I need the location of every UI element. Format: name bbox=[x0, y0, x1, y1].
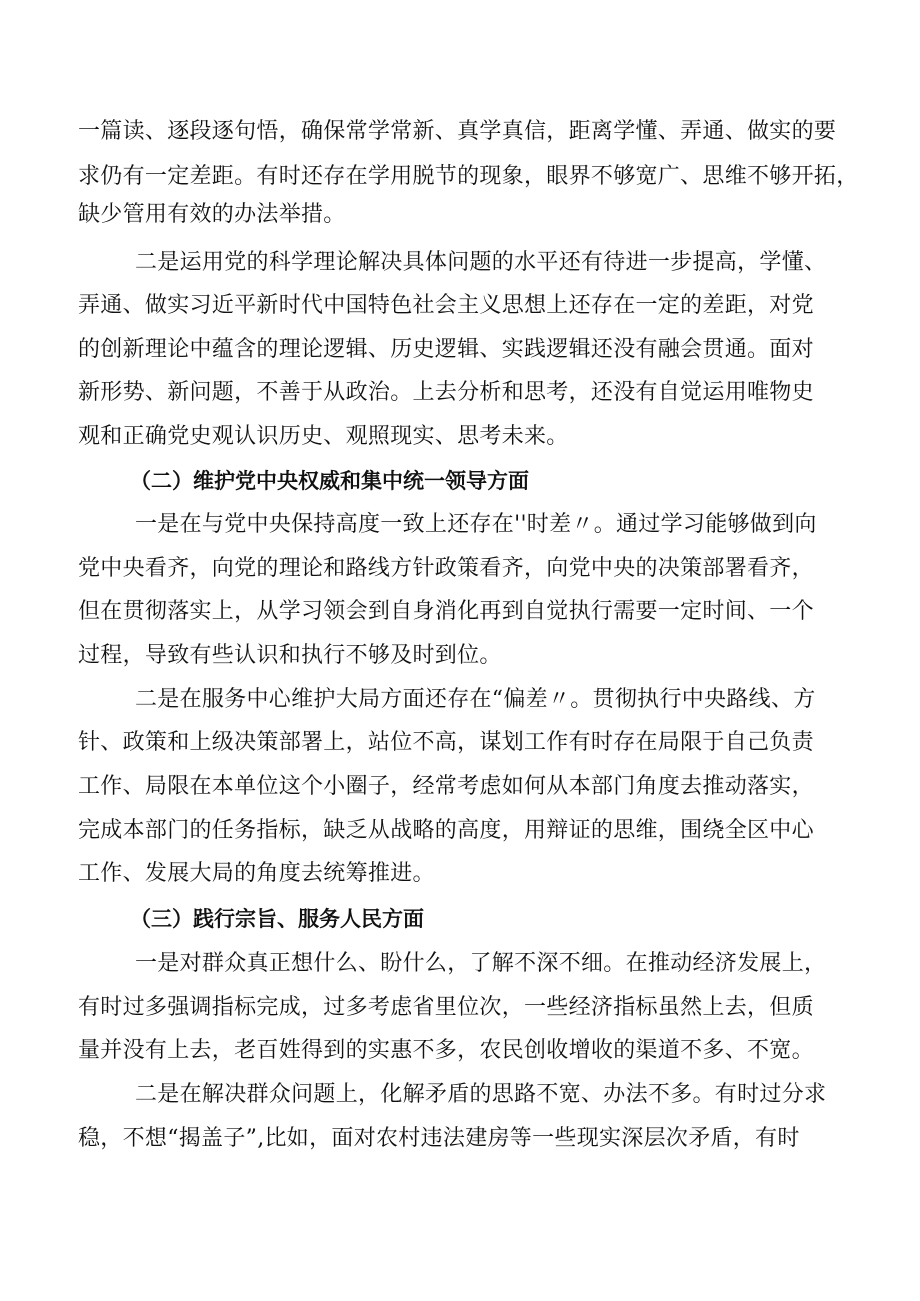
text-line: 一篇读、逐段逐句悟，确保常学常新、真学真信，距离学懂、弄通、做实的要 bbox=[78, 119, 837, 144]
text-line: 但在贯彻落实上，从学习领会到自身消化再到自觉执行需要一定时间、一个 bbox=[78, 599, 814, 624]
text-line: 二是在服务中心维护大局方面还存在“偏差〃。贯彻执行中央路线、方 bbox=[135, 687, 816, 712]
text-line: 观和正确党史观认识历史、观照现实、思考未来。 bbox=[78, 424, 569, 449]
text-line: 过程，导致有些认识和执行不够及时到位。 bbox=[78, 643, 502, 668]
text-line: 一是对群众真正想什么、盼什么，了解不深不细。在推动经济发展上， bbox=[135, 951, 827, 976]
text-line: 一是在与党中央保持高度一致上还存在''时差〃。通过学习能够做到向 bbox=[135, 512, 817, 537]
section-heading: （二）维护党中央权威和集中统一领导方面 bbox=[130, 469, 529, 493]
text-line: 新形势、新问题，不善于从政治。上去分析和思考，还没有自觉运用唯物史 bbox=[78, 380, 814, 405]
text-line: 完成本部门的任务指标，缺乏从战略的高度，用辩证的思维，围绕全区中心 bbox=[78, 818, 814, 843]
text-line: 工作、发展大局的角度去统筹推进。 bbox=[78, 861, 435, 886]
text-line: 的创新理论中蕴含的理论逻辑、历史逻辑、实践逻辑还没有融会贯通。面对 bbox=[78, 337, 814, 362]
text-line: 二是在解决群众问题上，化解矛盾的思路不宽、办法不多。有时过分求 bbox=[135, 1082, 827, 1107]
text-line: 党中央看齐，向党的理论和路线方针政策看齐，向党中央的决策部署看齐， bbox=[78, 556, 814, 581]
text-line: 缺少管用有效的办法举措。 bbox=[78, 202, 346, 227]
text-line: 有时过多强调指标完成，过多考虑省里位次，一些经济指标虽然上去，但质 bbox=[78, 995, 814, 1020]
text-line: 针、政策和上级决策部署上，站位不高，谋划工作有时存在局限于自己负责 bbox=[78, 730, 814, 755]
text-line: 工作、局限在本单位这个小圈子，经常考虑如何从本部门角度去推动落实， bbox=[78, 774, 814, 799]
text-line: 稳，不想“揭盖子”,比如，面对农村违法建房等一些现实深层次矛盾，有时 bbox=[78, 1126, 800, 1151]
text-line: 弄通、做实习近平新时代中国特色社会主义思想上还存在一定的差距，对党 bbox=[78, 293, 814, 318]
text-line: 二是运用党的科学理论解决具体问题的水平还有待进一步提高，学懂、 bbox=[135, 250, 827, 275]
text-line: 求仍有一定差距。有时还存在学用脱节的现象，眼界不够宽广、思维不够开拓， bbox=[78, 164, 859, 189]
section-heading: （三）践行宗旨、服务人民方面 bbox=[130, 907, 424, 931]
text-line: 量并没有上去，老百姓得到的实惠不多，农民创收增收的渠道不多、不宽。 bbox=[78, 1038, 814, 1063]
